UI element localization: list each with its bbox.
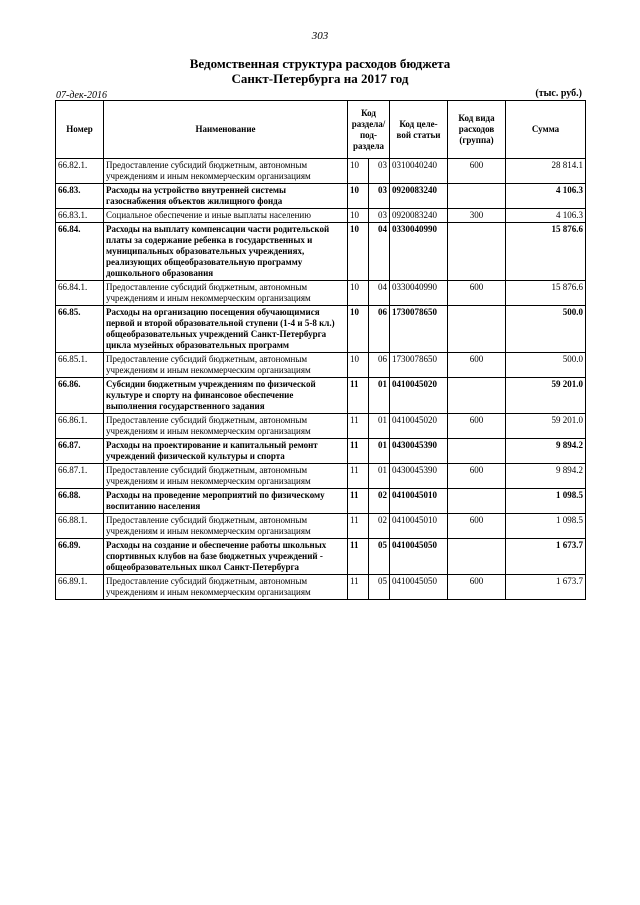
header-name: Наименование [104,101,348,159]
page-number: 303 [311,30,329,42]
row-sum: 59 201.0 [506,414,586,439]
row-name: Предоставление субсидий бюджетным, автономным учреждениям и иным некоммерческим организациям [104,414,348,439]
row-subsection: 01 [369,414,390,439]
row-subsection: 04 [369,223,390,281]
row-name: Социальное обеспечение и иные выплаты населению [104,209,348,223]
table-row [56,514,586,539]
row-section: 11 [348,575,369,600]
table-body [56,159,586,600]
row-article: 0430045390 [390,464,448,489]
row-sum: 28 814.1 [506,159,586,184]
row-number: 66.86.1. [56,414,104,439]
row-expense-kind: 600 [448,159,506,184]
table-row [56,159,586,184]
row-number: 66.88.1. [56,514,104,539]
table-row [56,184,586,209]
row-section: 10 [348,353,369,378]
row-subsection: 05 [369,575,390,600]
row-section: 11 [348,378,369,414]
row-name: Предоставление субсидий бюджетным, автономным учреждениям и иным некоммерческим организациям [104,159,348,184]
row-section: 10 [348,209,369,223]
row-name: Предоставление субсидий бюджетным, автономным учреждениям и иным некоммерческим организациям [104,464,348,489]
row-section: 11 [348,489,369,514]
row-section: 11 [348,414,369,439]
row-expense-kind [448,439,506,464]
row-article: 0410045020 [390,378,448,414]
row-expense-kind: 600 [448,514,506,539]
row-article: 1730078650 [390,353,448,378]
row-number: 66.84. [56,223,104,281]
header-kind: Код вида расходов (группа) [448,101,506,159]
row-sum: 1 098.5 [506,489,586,514]
row-subsection: 01 [369,439,390,464]
row-expense-kind [448,489,506,514]
row-number: 66.85. [56,306,104,353]
table-row [56,378,586,414]
row-name: Расходы на проектирование и капитальный ремонт учреждений физической культуры и спорта [104,439,348,464]
title-line-2: Санкт-Петербурга на 2017 год [231,71,409,86]
header-number: Номер [56,101,104,159]
row-section: 11 [348,514,369,539]
row-number: 66.82.1. [56,159,104,184]
row-sum: 500.0 [506,353,586,378]
row-article: 0410045010 [390,489,448,514]
row-subsection: 05 [369,539,390,575]
table-row [56,539,586,575]
table-row [56,489,586,514]
row-name: Предоставление субсидий бюджетным, автономным учреждениям и иным некоммерческим организациям [104,575,348,600]
row-article: 1730078650 [390,306,448,353]
row-name: Расходы на проведение мероприятий по физическому воспитанию населения [104,489,348,514]
row-expense-kind: 600 [448,414,506,439]
row-subsection: 02 [369,489,390,514]
row-article: 0410045010 [390,514,448,539]
row-subsection: 04 [369,281,390,306]
row-expense-kind [448,378,506,414]
row-subsection: 06 [369,353,390,378]
row-sum: 4 106.3 [506,209,586,223]
row-sum: 1 098.5 [506,514,586,539]
row-article: 0920083240 [390,184,448,209]
row-article: 0920083240 [390,209,448,223]
row-name: Расходы на организацию посещения обучающимися первой и второй образовательной ступени (1-4 и 5-8 кл.) общеобразовательных учреждений Санкт-Петербурга цикла музейных образовательных программ [104,306,348,353]
title-line-1: Ведомственная структура расходов бюджета [189,56,451,71]
row-article: 0330040990 [390,281,448,306]
row-article: 0410045050 [390,575,448,600]
row-article: 0410045050 [390,539,448,575]
document-date: 07-дек-2016 [56,90,107,101]
table-row [56,353,586,378]
row-subsection: 02 [369,514,390,539]
row-sum: 4 106.3 [506,184,586,209]
table-row [56,439,586,464]
table-row [56,281,586,306]
row-section: 11 [348,539,369,575]
row-section: 11 [348,439,369,464]
row-subsection: 01 [369,464,390,489]
row-subsection: 03 [369,209,390,223]
row-article: 0430045390 [390,439,448,464]
row-article: 0410045020 [390,414,448,439]
row-subsection: 01 [369,378,390,414]
row-sum: 9 894.2 [506,464,586,489]
row-sum: 15 876.6 [506,223,586,281]
row-number: 66.89. [56,539,104,575]
row-number: 66.87. [56,439,104,464]
row-section: 10 [348,281,369,306]
table-row [56,464,586,489]
row-expense-kind: 600 [448,464,506,489]
row-expense-kind: 600 [448,281,506,306]
row-sum: 1 673.7 [506,575,586,600]
row-number: 66.86. [56,378,104,414]
header-article: Код целе- вой статьи [390,101,448,159]
row-expense-kind [448,184,506,209]
document-title [0,56,640,86]
row-subsection: 03 [369,159,390,184]
row-name: Предоставление субсидий бюджетным, автономным учреждениям и иным некоммерческим организациям [104,281,348,306]
row-name: Субсидии бюджетным учреждениям по физической культуре и спорту на финансовое обеспечение выполнения государственного задания [104,378,348,414]
row-section: 10 [348,306,369,353]
row-expense-kind [448,306,506,353]
row-subsection: 03 [369,184,390,209]
header-sum: Сумма [506,101,586,159]
table-row [56,575,586,600]
row-number: 66.83.1. [56,209,104,223]
row-number: 66.85.1. [56,353,104,378]
header-section: Код раздела/ под- раздела [348,101,390,159]
row-article: 0310040240 [390,159,448,184]
budget-table [55,100,586,600]
row-section: 10 [348,223,369,281]
table-row [56,223,586,281]
table-row [56,414,586,439]
table-header-row [56,101,586,159]
row-number: 66.84.1. [56,281,104,306]
row-sum: 15 876.6 [506,281,586,306]
row-article: 0330040990 [390,223,448,281]
row-name: Расходы на создание и обеспечение работы школьных спортивных клубов на базе бюджетных учреждений - общеобразовательных школ Санкт-Петербурга [104,539,348,575]
row-subsection: 06 [369,306,390,353]
row-number: 66.87.1. [56,464,104,489]
row-expense-kind: 600 [448,353,506,378]
row-name: Предоставление субсидий бюджетным, автономным учреждениям и иным некоммерческим организациям [104,514,348,539]
row-expense-kind [448,223,506,281]
row-expense-kind: 300 [448,209,506,223]
row-name: Расходы на выплату компенсации части родительской платы за содержание ребенка в государственных и муниципальных образовательных учреждениях, реализующих общеобразовательную программу дошкольного образования [104,223,348,281]
row-number: 66.89.1. [56,575,104,600]
unit-label: (тыс. руб.) [535,88,582,99]
row-expense-kind: 600 [448,575,506,600]
row-sum: 9 894.2 [506,439,586,464]
row-number: 66.88. [56,489,104,514]
row-sum: 1 673.7 [506,539,586,575]
table-row [56,209,586,223]
row-section: 10 [348,184,369,209]
row-section: 10 [348,159,369,184]
row-name: Предоставление субсидий бюджетным, автономным учреждениям и иным некоммерческим организациям [104,353,348,378]
table-row [56,306,586,353]
row-sum: 59 201.0 [506,378,586,414]
row-section: 11 [348,464,369,489]
row-sum: 500.0 [506,306,586,353]
row-name: Расходы на устройство внутренней системы газоснабжения объектов жилищного фонда [104,184,348,209]
row-expense-kind [448,539,506,575]
row-number: 66.83. [56,184,104,209]
